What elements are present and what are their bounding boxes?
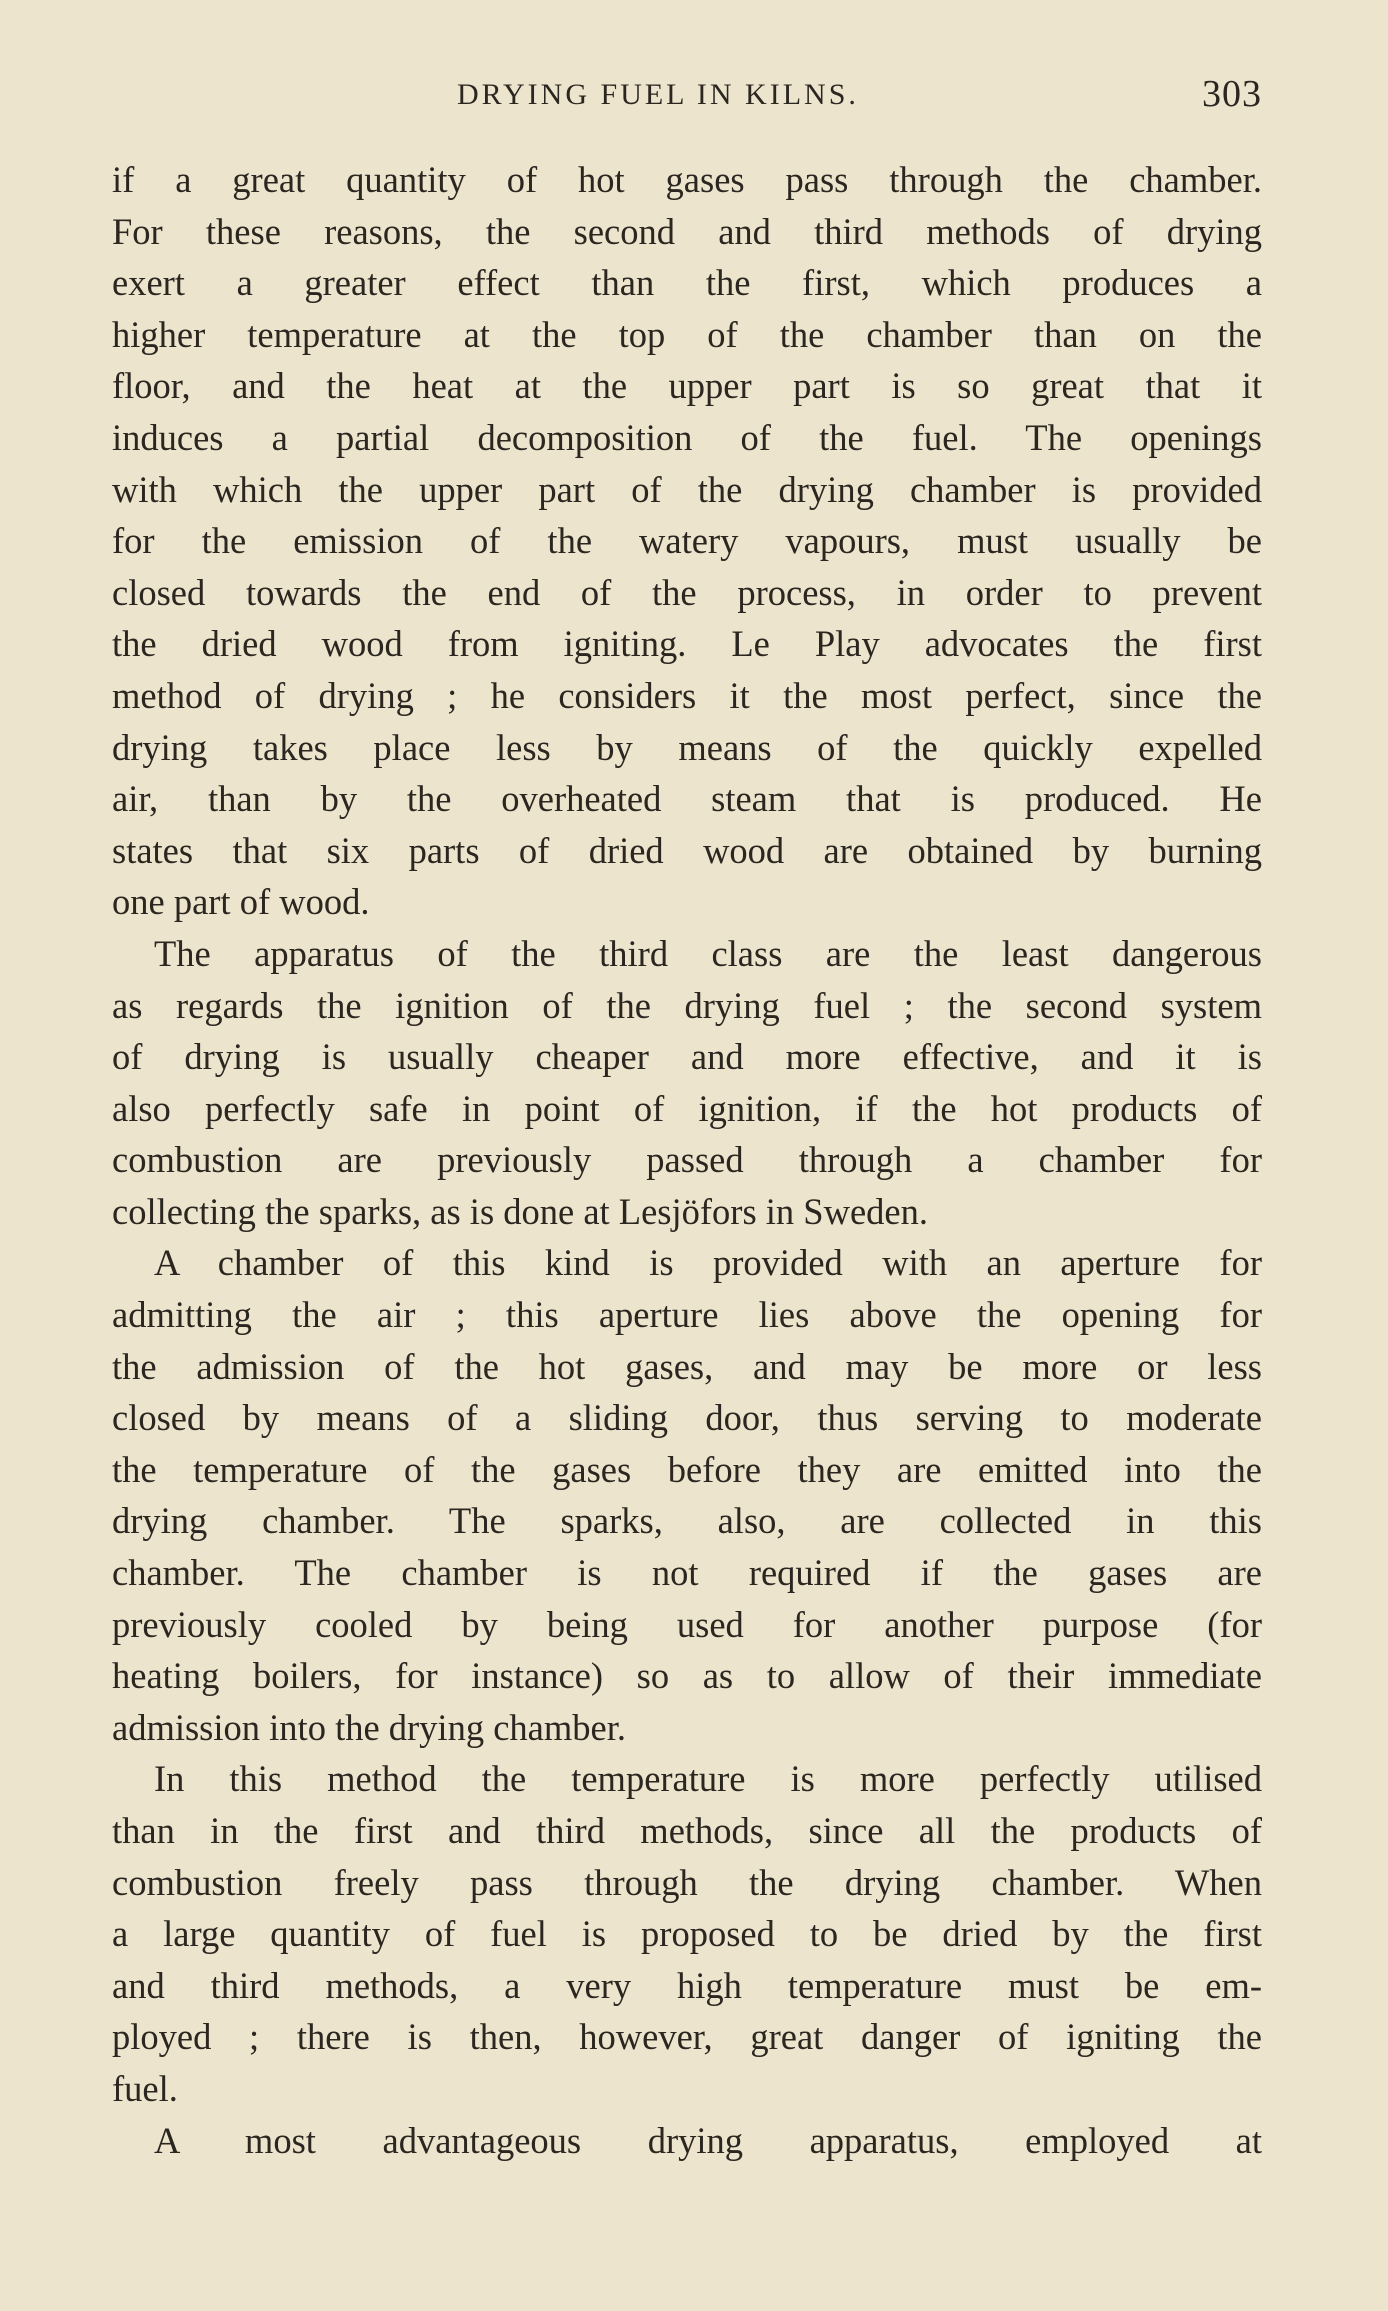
text-line: combustion are previously passed through a chamber for [112, 1139, 1262, 1181]
text-line: admission into the drying chamber. [112, 1706, 626, 1748]
page-header [112, 72, 1262, 122]
text-line: exert a greater effect than the first, which produces a [112, 262, 1262, 304]
text-line: A most advantageous drying apparatus, employed at [154, 2119, 1262, 2161]
text-line: for the emission of the watery vapours, must usually be [112, 520, 1262, 562]
text-line: the admission of the hot gases, and may be more or less [112, 1345, 1262, 1387]
text-line: of drying is usually cheaper and more effective, and it is [112, 1036, 1262, 1078]
text-line: as regards the ignition of the drying fuel ; the second system [112, 984, 1262, 1026]
text-line: the temperature of the gases before they are emitted into the [112, 1448, 1262, 1490]
text-line: For these reasons, the second and third methods of drying [112, 210, 1262, 252]
text-line: drying takes place less by means of the quickly expelled [112, 726, 1262, 768]
text-line: heating boilers, for instance) so as to allow of their immediate [112, 1655, 1262, 1697]
text-line: admitting the air ; this aperture lies above the opening for [112, 1294, 1262, 1336]
text-line: one part of wood. [112, 881, 370, 923]
page-number: 303 [1202, 73, 1262, 115]
text-line: also perfectly safe in point of ignition, if the hot products of [112, 1087, 1262, 1129]
paragraph [112, 154, 1262, 928]
paragraph [112, 2115, 1262, 2167]
paragraph [112, 1237, 1262, 1753]
text-line: combustion freely pass through the drying chamber. When [112, 1861, 1262, 1903]
text-line: closed by means of a sliding door, thus serving to moderate [112, 1397, 1262, 1439]
text-line: air, than by the overheated steam that is produced. He [112, 778, 1262, 820]
text-line: In this method the temperature is more perfectly utilised [154, 1758, 1262, 1800]
text-line: states that six parts of dried wood are obtained by burning [112, 829, 1262, 871]
text-line: drying chamber. The sparks, also, are collected in this [112, 1500, 1262, 1542]
text-line: than in the first and third methods, since all the products of [112, 1810, 1262, 1851]
text-line: higher temperature at the top of the chamber than on the [112, 313, 1262, 355]
text-line: a large quantity of fuel is proposed to be dried by the first [112, 1913, 1262, 1955]
text-line: chamber. The chamber is not required if the gases are [112, 1552, 1262, 1594]
text-line: and third methods, a very high temperature must be em- [112, 1964, 1262, 2006]
text-line: if a great quantity of hot gases pass through the chamber. [112, 159, 1262, 200]
text-line: A chamber of this kind is provided with an aperture for [154, 1242, 1262, 1284]
running-title: DRYING FUEL IN KILNS. [457, 78, 859, 111]
text-line: ployed ; there is then, however, great danger of igniting the [112, 2016, 1262, 2058]
text-line: collecting the sparks, as is done at Lesjöfors in Sweden. [112, 1190, 928, 1232]
paragraph [112, 928, 1262, 1238]
text-line: The apparatus of the third class are the least dangerous [154, 932, 1262, 974]
text-line: closed towards the end of the process, in order to prevent [112, 571, 1262, 613]
text-line: floor, and the heat at the upper part is so great that it [112, 365, 1262, 407]
text-line: method of drying ; he considers it the most perfect, since the [112, 674, 1262, 716]
text-line: fuel. [112, 2067, 178, 2109]
text-line: previously cooled by being used for another purpose (for [112, 1603, 1262, 1645]
text-line: induces a partial decomposition of the fuel. The openings [112, 416, 1262, 458]
paragraph [112, 1753, 1262, 2114]
text-line: the dried wood from igniting. Le Play advocates the first [112, 623, 1262, 665]
body-text [112, 154, 1262, 2166]
text-line: with which the upper part of the drying chamber is provided [112, 468, 1262, 510]
